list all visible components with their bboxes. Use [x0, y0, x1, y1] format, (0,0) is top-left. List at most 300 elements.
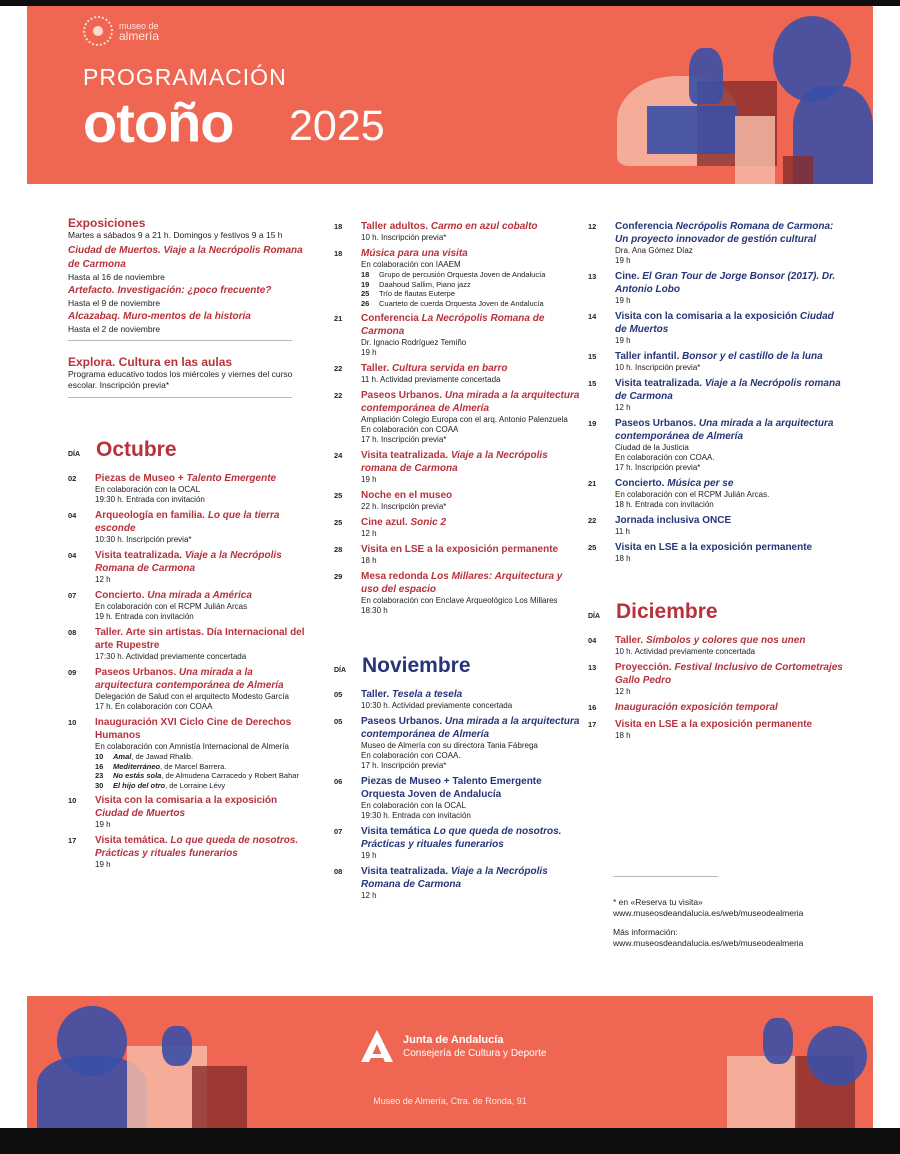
event-item: [334, 688, 580, 711]
sub-item: [361, 270, 580, 280]
event-item: [588, 310, 848, 346]
event-title-italic: Símbolos y colores que nos unen: [645, 635, 806, 646]
reserva-link[interactable]: www.museosdeandalucia.es/web/museodealmeria: [613, 908, 804, 918]
event-title: [95, 472, 308, 485]
event-title-plain: Visita con la comisaria a la exposición: [95, 795, 278, 806]
sub-item-title: No estás sola: [113, 771, 162, 780]
event-day: 15: [588, 379, 597, 388]
event-title: [615, 270, 848, 296]
event-title-italic: El Gran Tour de Jorge Bonsor (2017). Dr. Antonio Lobo: [615, 271, 836, 295]
event-day: 18: [334, 222, 343, 231]
noviembre-cont-events: [588, 220, 848, 564]
consejeria-name: Consejería de Cultura y Deporte: [403, 1048, 547, 1059]
event-title-plain: Conferencia: [615, 221, 676, 232]
event-detail: Delegación de Salud con el arquitecto Modesto García: [95, 692, 289, 701]
sub-item-text: , de Jawad Rhalib.: [131, 752, 194, 761]
event-item: [588, 661, 848, 697]
event-day: 13: [588, 272, 597, 281]
event-day: 10: [68, 718, 77, 727]
event-detail: 10:30 h. Actividad previamente concertada: [361, 701, 513, 710]
event-title: [361, 389, 580, 415]
event-title-plain: Visita con la comisaria a la exposición: [615, 311, 800, 322]
sub-item-day: 26: [361, 298, 370, 308]
sub-item-day: 25: [361, 289, 370, 298]
event-detail: 12 h: [615, 403, 631, 412]
event-detail: 19 h: [615, 256, 631, 265]
noviembre-cont-section: [588, 220, 848, 564]
event-item: [334, 865, 580, 901]
event-day: 10: [68, 796, 77, 805]
event-detail: 17:30 h. Actividad previamente concertada: [95, 652, 247, 661]
event-title-italic: Lo que queda de nosotros. Prácticas y rituales funerarios: [95, 835, 299, 859]
event-day: 17: [68, 836, 77, 845]
sub-item-day: 30: [95, 780, 104, 790]
event-title-italic: Música para una visita: [361, 248, 468, 259]
sub-item-day: 10: [95, 752, 104, 761]
event-detail: En colaboración con la OCAL: [95, 485, 200, 494]
event-detail: Ciudad de la Justicia: [615, 443, 689, 452]
sub-item-day: 19: [361, 279, 370, 289]
event-detail: 12 h: [361, 529, 377, 538]
event-item: [334, 775, 580, 821]
event-detail: 10 h. Actividad previamente concertada: [615, 647, 756, 656]
event-title: [361, 715, 580, 741]
event-day: 14: [588, 312, 597, 321]
event-title: [615, 514, 848, 527]
event-detail: En colaboración con COAA.: [615, 453, 715, 462]
event-item: [68, 794, 308, 830]
event-title: [615, 220, 848, 246]
event-title: [95, 716, 308, 742]
event-title-italic: Los Millares: Arquitectura y uso del espacio: [361, 571, 563, 595]
museum-logo-line2: almería: [119, 29, 160, 43]
event-title-italic: Una mirada a la arquitectura contemporánea de Almería: [361, 390, 580, 414]
event-item: [588, 350, 848, 373]
event-title: [361, 362, 580, 375]
event-detail: Ampliación Colegio Europa con el arq. Antonio Palenzuela: [361, 415, 568, 424]
event-detail: 18 h: [361, 556, 377, 565]
event-item: [68, 549, 308, 585]
event-title: [95, 509, 308, 535]
event-day: 22: [334, 391, 343, 400]
event-title-italic: Ciudad de Muertos: [95, 808, 186, 819]
event-detail: 18 h. Entrada con invitación: [615, 500, 714, 509]
event-detail: 19 h: [95, 860, 111, 869]
notes: [613, 876, 863, 949]
more-info-link[interactable]: www.museosdeandalucia.es/web/museodealmeria: [613, 938, 804, 948]
event-item: [334, 312, 580, 358]
museum-logo-line1: museo de: [119, 21, 159, 31]
event-day: 06: [334, 777, 343, 786]
event-day: 16: [588, 703, 597, 712]
event-day: 08: [334, 867, 343, 876]
event-title-plain: Visita teatralizada.: [95, 550, 185, 561]
sub-item-text: Cuarteto de cuerda Orquesta Joven de Andalucía: [379, 298, 544, 308]
event-day: 08: [68, 628, 77, 637]
event-item: [68, 509, 308, 545]
event-title: [615, 718, 848, 731]
exhibition-dates: Hasta al 16 de noviembre: [68, 272, 165, 282]
event-detail: 12 h: [615, 687, 631, 696]
event-day: 17: [588, 720, 597, 729]
event-title-plain: Taller. Arte sin artistas. Día Internacional del arte Rupestre: [95, 627, 305, 651]
event-detail: 17 h. Inscripción previa*: [361, 435, 447, 444]
event-item: [68, 472, 308, 505]
event-day: 25: [588, 543, 597, 552]
event-detail: 10 h. Inscripción previa*: [615, 363, 701, 372]
exhibition-dates: Hasta el 9 de noviembre: [68, 298, 161, 308]
sub-item-text: , de Marcel Barrera.: [160, 761, 227, 771]
event-title-italic: Festival Inclusivo de Cortometrajes Gallo Pedro: [615, 662, 843, 686]
explora-title: Explora. Cultura en las aulas: [68, 355, 233, 369]
event-detail: 19 h: [361, 851, 377, 860]
event-item: [334, 489, 580, 512]
exhibition-item: [68, 284, 308, 308]
event-item: [334, 825, 580, 861]
event-detail: 19:30 h. Entrada con invitación: [95, 495, 205, 504]
event-detail: 17 h. Inscripción previa*: [615, 463, 701, 472]
event-item: [334, 220, 580, 243]
event-day: 19: [588, 419, 597, 428]
event-day: 22: [588, 516, 597, 525]
event-detail: En colaboración con el RCPM Julián Arcas.: [615, 490, 770, 499]
sub-item-text: Daahoud Sallim, Piano jazz: [379, 279, 471, 289]
dia-label: DÍA: [334, 667, 347, 674]
event-item: [588, 220, 848, 266]
event-day: 12: [588, 222, 597, 231]
event-item: [334, 389, 580, 445]
event-detail: Museo de Almería con su directora Tania Fábrega: [361, 741, 538, 750]
event-day: 25: [334, 491, 343, 500]
exhibition-item: [68, 310, 308, 334]
event-title: [615, 377, 848, 403]
exhibition-title: Artefacto. Investigación: ¿poco frecuente?: [68, 285, 272, 296]
sub-item-text: , de Almudena Carracedo y Robert Bahar: [161, 771, 299, 780]
event-title-italic: Viaje a la Necrópolis Romana de Carmona: [95, 550, 282, 574]
event-detail: 19 h: [361, 348, 377, 357]
event-detail: 17 h. En colaboración con COAA: [95, 702, 213, 711]
event-title: [361, 688, 580, 701]
event-day: 05: [334, 690, 343, 699]
exposiciones-schedule: Martes a sábados 9 a 21 h. Domingos y festivos 9 a 15 h: [68, 230, 283, 240]
event-item: [334, 543, 580, 566]
event-title: [95, 589, 308, 602]
event-title-italic: Sonic 2: [410, 517, 447, 528]
event-title-italic: Tesela a tesela: [391, 689, 463, 700]
sub-item: [361, 280, 580, 290]
event-item: [68, 834, 308, 870]
event-day: 02: [68, 474, 77, 483]
museum-logo-icon: [83, 16, 113, 46]
event-title-italic: Inauguración exposición temporal: [615, 702, 778, 713]
event-title-plain: Visita teatralizada.: [361, 866, 451, 877]
sub-item-title: Mediterráneo: [113, 761, 161, 771]
event-title: [361, 570, 580, 596]
event-item: [588, 377, 848, 413]
header-illustration: [577, 6, 873, 184]
event-title-italic: Una mirada a la arquitectura contemporánea de Almería: [95, 667, 284, 691]
event-title-plain: Concierto.: [615, 478, 668, 489]
event-title-italic: Una mirada a América: [147, 590, 252, 601]
event-title: [615, 417, 848, 443]
event-detail: 19 h: [361, 475, 377, 484]
octubre-cont-section: [334, 220, 580, 616]
event-title-plain: Paseos Urbanos.: [95, 667, 179, 678]
exposiciones-title: Exposiciones: [68, 216, 146, 230]
sub-item: [95, 771, 308, 781]
event-day: 04: [588, 636, 597, 645]
event-title: [95, 834, 308, 860]
header-banner: [27, 6, 873, 184]
event-title-italic: Viaje a la Necrópolis romana de Carmona: [361, 450, 548, 474]
reserva-note: * en «Reserva tu visita»: [613, 897, 703, 907]
sub-item-title: El hijo del otro: [113, 780, 166, 790]
event-item: [588, 718, 848, 741]
event-detail: 18 h: [615, 554, 631, 563]
event-detail: 11 h: [615, 527, 630, 536]
event-title-plain: Conferencia: [361, 313, 422, 324]
sub-item-day: 16: [95, 761, 104, 771]
event-title-plain: Visita temática: [361, 826, 434, 837]
event-title: [361, 543, 580, 556]
divider: [613, 876, 718, 877]
month-header: [334, 654, 580, 678]
event-title-italic: Viaje a la Necrópolis romana de Carmona: [615, 378, 841, 402]
event-item: [334, 715, 580, 771]
event-title: [615, 350, 848, 363]
column-1: [68, 216, 308, 874]
page-year: 2025: [289, 102, 385, 150]
event-title-plain: Piezas de Museo + Talento Emergente Orquesta Joven de Andalucía: [361, 776, 542, 800]
column-3: [588, 220, 848, 745]
noviembre-events: [334, 688, 580, 901]
event-detail: En colaboración con la OCAL: [361, 801, 466, 810]
footer-illustration-left: [27, 996, 257, 1128]
event-item: [68, 716, 308, 790]
event-title-plain: Visita temática.: [95, 835, 171, 846]
event-item: [588, 634, 848, 657]
event-detail: 19 h. Entrada con invitación: [95, 612, 194, 621]
event-title: [361, 247, 580, 260]
event-title-plain: Taller.: [361, 363, 392, 374]
dia-label: DÍA: [588, 613, 601, 620]
event-day: 04: [68, 551, 77, 560]
junta-logo: [357, 1028, 546, 1066]
exhibition-title: Alcazabaq. Muro-mentos de la historia: [68, 311, 251, 322]
event-title-plain: Visita en LSE a la exposición permanente: [361, 544, 559, 555]
sub-item: [95, 752, 308, 762]
event-title-plain: Taller infantil.: [615, 351, 683, 362]
event-detail: 10 h. Inscripción previa*: [361, 233, 447, 242]
event-title: [361, 489, 580, 502]
event-day: 25: [334, 518, 343, 527]
event-title: [615, 310, 848, 336]
event-title-plain: Noche en el museo: [361, 490, 453, 501]
event-title-plain: Taller adultos.: [361, 221, 431, 232]
event-title-plain: Paseos Urbanos.: [361, 390, 445, 401]
sub-item: [361, 289, 580, 299]
junta-name: Junta de Andalucía: [403, 1034, 504, 1046]
event-title: [615, 661, 848, 687]
event-title-plain: Mesa redonda: [361, 571, 432, 582]
event-item: [334, 516, 580, 539]
event-title: [361, 516, 580, 529]
dia-label: DÍA: [68, 451, 81, 458]
octubre-cont-events: [334, 220, 580, 616]
noviembre-section: [334, 654, 580, 901]
footer-banner: [27, 996, 873, 1128]
event-title: [615, 634, 848, 647]
event-title: [361, 825, 580, 851]
event-title: [361, 775, 580, 801]
event-title-italic: Una mirada a la arquitectura contemporánea de Almería: [361, 716, 580, 740]
month-name: Noviembre: [362, 654, 471, 677]
event-day: 05: [334, 717, 343, 726]
event-day: 24: [334, 451, 343, 460]
column-2: [334, 220, 580, 905]
divider: [68, 397, 292, 398]
sub-item-day: 18: [361, 270, 370, 279]
event-title: [95, 549, 308, 575]
event-title: [615, 541, 848, 554]
event-title-plain: Visita teatralizada.: [615, 378, 705, 389]
event-detail: En colaboración con COAA.: [361, 751, 461, 760]
event-title-plain: Proyección.: [615, 662, 675, 673]
sub-item-text: Trío de flautas Euterpe: [379, 289, 456, 298]
event-detail: 12 h: [361, 891, 377, 900]
event-title: [95, 666, 308, 692]
event-title: [615, 701, 848, 714]
event-detail: En colaboración con COAA: [361, 425, 459, 434]
event-title-plain: Taller.: [361, 689, 392, 700]
event-detail: En colaboración con IAAEM: [361, 260, 461, 269]
event-title: [95, 794, 308, 820]
event-day: 07: [68, 591, 77, 600]
event-day: 22: [334, 364, 343, 373]
event-item: [588, 417, 848, 473]
month-header: [68, 438, 308, 462]
event-item: [68, 666, 308, 712]
event-item: [68, 589, 308, 622]
event-day: 09: [68, 668, 77, 677]
event-title: [361, 220, 580, 233]
octubre-events: [68, 472, 308, 870]
exhibition-dates: Hasta el 2 de noviembre: [68, 324, 161, 334]
page-title: otoño: [83, 91, 234, 154]
event-title-plain: Inauguración XVI Ciclo Cine de Derechos Humanos: [95, 717, 292, 741]
more-info-label: Más información:: [613, 927, 678, 937]
event-day: 13: [588, 663, 597, 672]
museum-logo: [83, 16, 159, 46]
event-title-plain: Paseos Urbanos.: [615, 418, 699, 429]
event-item: [588, 477, 848, 510]
event-title-italic: Carmo en azul cobalto: [430, 221, 538, 232]
event-title-italic: Cultura servida en barro: [391, 363, 508, 374]
event-detail: 11 h. Actividad previamente concertada: [361, 375, 501, 384]
event-day: 29: [334, 572, 343, 581]
event-title: [615, 477, 848, 490]
event-title: [361, 312, 580, 338]
programacion-label: PROGRAMACIÓN: [83, 64, 287, 90]
event-detail: 18:30 h: [361, 606, 388, 615]
event-title-plain: Visita teatralizada.: [361, 450, 451, 461]
sub-item-text: , de Lorraine Lévy: [165, 780, 226, 790]
sub-item: [361, 299, 580, 309]
event-detail: En colaboración con Amnistía Internacional de Almería: [95, 742, 289, 751]
sub-item-text: Grupo de percusión Orquesta Joven de Andalucía: [379, 270, 546, 279]
event-day: 18: [334, 249, 343, 258]
event-title-italic: Talento Emergente: [186, 473, 277, 484]
explora-text: Programa educativo todos los miércoles y viernes del curso escolar. Inscripción previa*: [68, 369, 293, 390]
event-title-plain: Arqueología en familia.: [95, 510, 208, 521]
event-title-plain: Paseos Urbanos.: [361, 716, 445, 727]
junta-andalucia-icon: [357, 1028, 397, 1066]
sub-item-day: 23: [95, 771, 104, 780]
event-title-plain: Piezas de Museo +: [95, 473, 187, 484]
sub-item: [95, 762, 308, 772]
event-title-plain: Jornada inclusiva ONCE: [615, 515, 732, 526]
event-item: [588, 701, 848, 714]
diciembre-section: [588, 600, 848, 741]
diciembre-events: [588, 634, 848, 741]
month-name: Diciembre: [616, 600, 718, 623]
event-title-italic: La Necrópolis Romana de Carmona: [361, 313, 545, 337]
event-item: [588, 514, 848, 537]
event-day: 15: [588, 352, 597, 361]
event-title: [361, 865, 580, 891]
exhibition-title: Ciudad de Muertos. Viaje a la Necrópolis Romana de Carmona: [68, 245, 303, 270]
sub-item: [95, 781, 308, 791]
event-title: [95, 626, 308, 652]
event-title-italic: Viaje a la Necrópolis Romana de Carmona: [361, 866, 548, 890]
octubre-section: [68, 438, 308, 870]
event-item: [334, 449, 580, 485]
event-day: 21: [588, 479, 597, 488]
event-title-plain: Cine.: [615, 271, 643, 282]
event-detail: En colaboración con Enclave Arqueológico Los Millares: [361, 596, 558, 605]
event-title-plain: Visita en LSE a la exposición permanente: [615, 542, 813, 553]
event-day: 07: [334, 827, 343, 836]
divider: [68, 340, 292, 341]
event-title-italic: Ciudad de Muertos: [615, 311, 834, 335]
month-name: Octubre: [96, 438, 177, 461]
event-detail: 12 h: [95, 575, 111, 584]
event-detail: Dra. Ana Gómez Díaz: [615, 246, 693, 255]
event-detail: 19 h: [615, 296, 631, 305]
event-detail: 22 h. Inscripción previa*: [361, 502, 447, 511]
event-item: [334, 570, 580, 616]
exhibition-item: [68, 244, 308, 282]
event-item: [334, 362, 580, 385]
event-title-plain: Visita en LSE a la exposición permanente: [615, 719, 813, 730]
event-detail: Dr. Ignacio Rodríguez Temiño: [361, 338, 467, 347]
museum-address: Museo de Almería, Ctra. de Ronda, 91: [373, 1096, 527, 1106]
event-item: [68, 626, 308, 662]
event-detail: 10:30 h. Inscripción previa*: [95, 535, 192, 544]
event-title-plain: Cine azul.: [361, 517, 411, 528]
event-detail: En colaboración con el RCPM Julián Arcas: [95, 602, 248, 611]
event-title-italic: Bonsor y el castillo de la luna: [682, 351, 823, 362]
event-item: [588, 270, 848, 306]
event-detail: 19 h: [615, 336, 631, 345]
event-detail: 19:30 h. Entrada con invitación: [361, 811, 471, 820]
event-detail: 17 h. Inscripción previa*: [361, 761, 447, 770]
sub-item-title: Amal: [113, 752, 132, 761]
event-title-plain: Taller.: [615, 635, 646, 646]
event-day: 28: [334, 545, 343, 554]
event-detail: 19 h: [95, 820, 111, 829]
bottom-black-bar: [0, 1128, 900, 1154]
